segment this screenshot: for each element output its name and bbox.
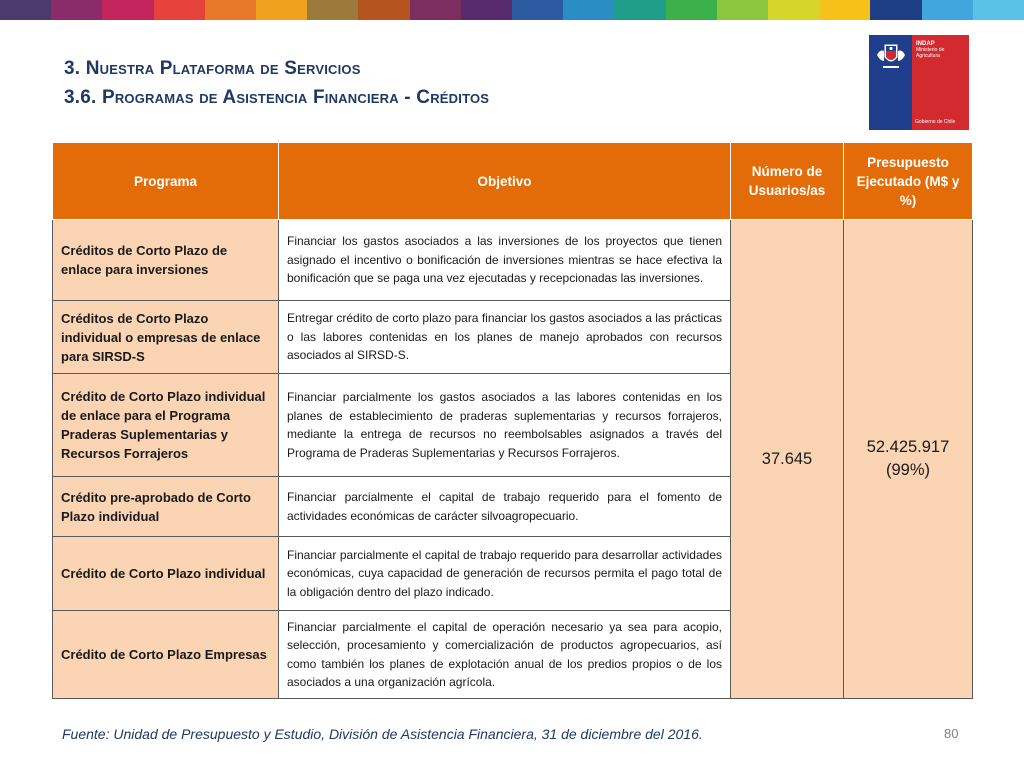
color-stripe-segment (563, 0, 614, 20)
color-stripe-segment (870, 0, 921, 20)
header-objetivo: Objetivo (279, 143, 731, 220)
programs-table (52, 142, 973, 699)
programa-cell: Créditos de Corto Plazo de enlace para inversiones (53, 220, 279, 301)
programa-cell: Créditos de Corto Plazo individual o empresas de enlace para SIRSD-S (53, 301, 279, 374)
color-stripe-segment (256, 0, 307, 20)
presupuesto-total-value: 52.425.917 (866, 438, 950, 456)
page-subtitle: 3.6. Programas de Asistencia Financiera - Créditos (64, 87, 490, 108)
logo-red-block (912, 35, 969, 130)
page-number: 80 (944, 726, 959, 741)
coat-of-arms-icon (875, 41, 907, 71)
color-stripe-segment (512, 0, 563, 20)
color-stripe-segment (461, 0, 512, 20)
color-stripe-segment (0, 0, 51, 20)
header-presupuesto: Presupuesto Ejecutado (M$ y %) (844, 143, 973, 220)
color-stripe-segment (307, 0, 358, 20)
header-programa: Programa (53, 143, 279, 220)
color-stripe-segment (205, 0, 256, 20)
color-stripe-segment (102, 0, 153, 20)
logo-government: Gobierno de Chile (915, 119, 956, 125)
usuarios-total-cell (731, 220, 844, 699)
color-stripe-segment (358, 0, 409, 20)
color-stripe-segment (51, 0, 102, 20)
objetivo-cell: Financiar parcialmente el capital de trabajo requerido para el fomento de actividades económicas de carácter silvoagropecuario. (279, 477, 731, 537)
programa-cell: Crédito de Corto Plazo individual de enlace para el Programa Praderas Suplementarias y Recursos Forrajeros (53, 374, 279, 477)
presupuesto-pct-value: (99%) (885, 461, 930, 479)
objetivo-cell: Entregar crédito de corto plazo para financiar los gastos asociados a las prácticas o las labores contenidas en los planes de manejo aprobados con recursos asociados al SIRSD-S. (279, 301, 731, 374)
color-stripe-segment (973, 0, 1024, 20)
logo-text (916, 41, 969, 59)
presupuesto-total-cell (844, 220, 973, 699)
page-title: 3. Nuestra Plataforma de Servicios (64, 58, 361, 79)
color-stripe-bar (0, 0, 1024, 20)
color-stripe-segment (768, 0, 819, 20)
indap-logo (869, 35, 969, 130)
programa-cell: Crédito pre-aprobado de Corto Plazo individual (53, 477, 279, 537)
color-stripe-segment (666, 0, 717, 20)
objetivo-cell: Financiar parcialmente el capital de trabajo requerido para desarrollar actividades económicas, cuya capacidad de generación de recursos permita el pago total de la obligación dentro del plazo indicado. (279, 537, 731, 611)
color-stripe-segment (154, 0, 205, 20)
color-stripe-segment (410, 0, 461, 20)
header-usuarios: Número de Usuarios/as (731, 143, 844, 220)
source-note: Fuente: Unidad de Presupuesto y Estudio, División de Asistencia Financiera, 31 de diciembre del 2016. (62, 726, 703, 742)
logo-blue-block (869, 35, 912, 130)
programa-cell: Crédito de Corto Plazo individual (53, 537, 279, 611)
table-row (53, 220, 973, 301)
color-stripe-segment (614, 0, 665, 20)
color-stripe-segment (922, 0, 973, 20)
logo-ministry: Ministerio de Agricultura (916, 47, 945, 59)
color-stripe-segment (819, 0, 870, 20)
programa-cell: Crédito de Corto Plazo Empresas (53, 611, 279, 699)
objetivo-cell: Financiar parcialmente los gastos asociados a las labores contenidas en los planes de establecimiento de praderas suplementarias y recursos forrajeros, mediante la entrega de recursos no reembolsables asignados a través del Programa de Praderas Suplementarias y Recursos Forrajeros. (279, 374, 731, 477)
usuarios-total-value: 37.645 (761, 449, 813, 468)
objetivo-cell: Financiar los gastos asociados a las inversiones de los proyectos que tienen asignado el incentivo o bonificación de inversiones mientras se hace efectiva la bonificación que se paga una vez ejecutadas y recepcionadas las inversiones. (279, 220, 731, 301)
table-header-row (53, 143, 973, 220)
color-stripe-segment (717, 0, 768, 20)
objetivo-cell: Financiar parcialmente el capital de operación necesario ya sea para acopio, selección, procesamiento y comercialización de productos agropecuarios, así como también los planes de explotación anual de los predios propios o de los asociados a una organización agrícola. (279, 611, 731, 699)
logo-org: INDAP (916, 41, 935, 47)
